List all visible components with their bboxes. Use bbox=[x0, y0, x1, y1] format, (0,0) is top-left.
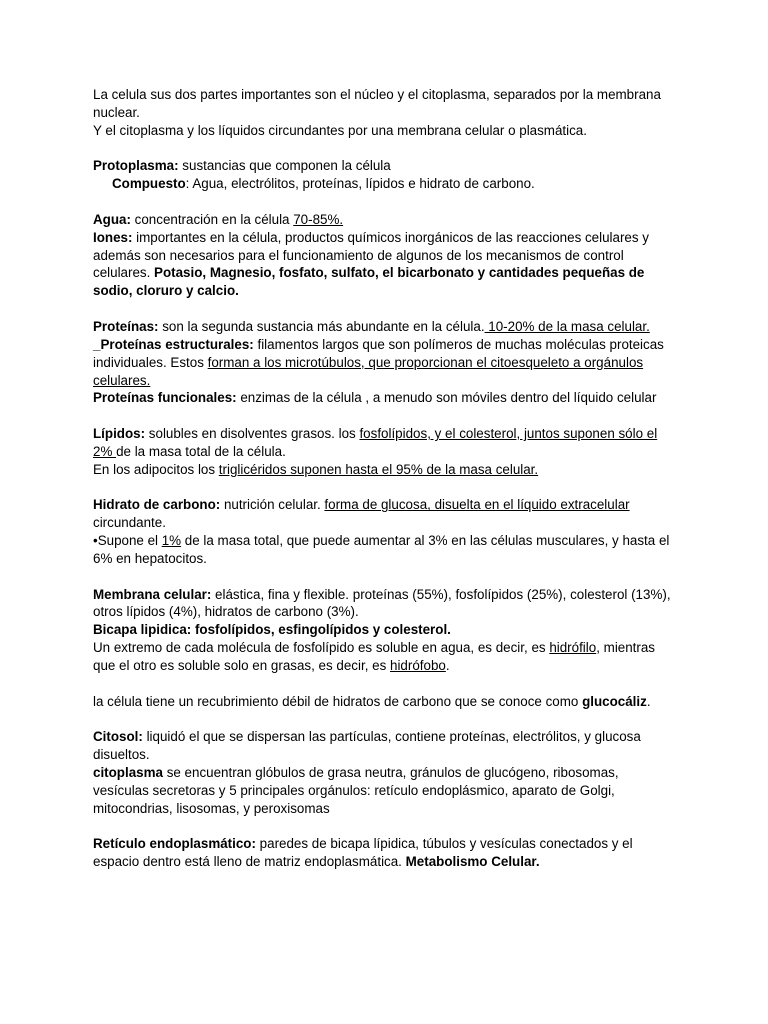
proteinas-paragraph bbox=[93, 318, 678, 336]
hidrato-label: Hidrato de carbono: bbox=[93, 497, 221, 513]
agua-text: concentración en la célula bbox=[130, 211, 294, 227]
reticulo-text: paredes de bicapa lípidica, túbulos y vesículas conectados y el espacio dentro está lleno de matriz endoplasmática. bbox=[93, 836, 633, 870]
spacer bbox=[93, 193, 678, 211]
supone-percentage: 1% bbox=[161, 533, 182, 549]
glucocaliz-text: la célula tiene un recubrimiento débil de hidratos de carbono que se conoce como bbox=[93, 693, 583, 709]
proteinas-text: son la segunda sustancia más abundante en la célula. bbox=[158, 318, 485, 334]
supone-paragraph bbox=[93, 532, 678, 568]
glucocaliz-term: glucocáliz bbox=[582, 693, 647, 709]
estructurales-underline: forman a los microtúbulos, que proporcionan el citoesqueleto a orgánulos celulares. bbox=[93, 354, 644, 388]
extremo-text-2: , mientras que el otro es soluble solo en grasas, es decir, es bbox=[93, 640, 656, 673]
extremo-end: . bbox=[445, 658, 450, 673]
proteinas-percentage: 10-20% de la masa celular. bbox=[484, 318, 650, 334]
extremo-text: Un extremo de cada molécula de fosfolípido es soluble en agua, es decir, es bbox=[93, 640, 550, 656]
extremo-paragraph bbox=[93, 639, 678, 675]
membrana-paragraph bbox=[93, 586, 678, 622]
adipocitos-text: En los adipocitos los bbox=[93, 461, 219, 477]
protoplasma-label: Protoplasma: bbox=[93, 158, 179, 174]
spacer bbox=[93, 300, 678, 318]
intro-line-2: Y el citoplasma y los líquidos circundantes por una membrana celular o plasmática. bbox=[93, 122, 587, 138]
citosol-label: Citosol: bbox=[93, 729, 143, 745]
iones-label: Iones: bbox=[93, 229, 133, 245]
hidrato-text: nutrición celular. bbox=[220, 497, 325, 513]
estructurales-text: filamentos largos que son polímeros de muchas moléculas proteicas individuales. Estos bbox=[93, 336, 664, 370]
adipocitos-paragraph bbox=[93, 461, 678, 479]
reticulo-label: Retículo endoplasmático: bbox=[93, 836, 256, 852]
protoplasma-text: sustancias que componen la célula bbox=[178, 158, 391, 174]
lipidos-underline: fosfolípidos, y el colesterol, juntos suponen sólo el 2% bbox=[93, 426, 658, 459]
reticulo-paragraph bbox=[93, 835, 678, 871]
compuesto-text: : Agua, electrólitos, proteínas, lípidos e hidrato de carbono. bbox=[185, 176, 535, 192]
compuesto-label: Compuesto bbox=[112, 176, 186, 192]
spacer bbox=[93, 818, 678, 836]
spacer bbox=[93, 479, 678, 497]
iones-text: importantes en la célula, productos químicos inorgánicos de las reacciones celulares y además son necesarios para el funcionamiento de algunos de los mecanismos de control celulares. bbox=[93, 229, 649, 281]
adipocitos-underline: triglicéridos suponen hasta el 95% de la masa celular. bbox=[218, 461, 539, 477]
hidrofobo-term: hidrófobo bbox=[390, 658, 446, 673]
iones-paragraph bbox=[93, 229, 678, 300]
agua-label: Agua: bbox=[93, 211, 131, 227]
spacer bbox=[93, 568, 678, 586]
glucocaliz-end: . bbox=[646, 693, 651, 709]
membrana-text: elástica, fina y flexible. proteínas (55%), fosfolípidos (25%), colesterol (13%), otros lípidos (4%), hidratos de carbono (3%). bbox=[93, 586, 671, 620]
bicapa-label: Bicapa lipidica: fosfolípidos, esfingolípidos y colesterol. bbox=[93, 622, 451, 638]
spacer bbox=[93, 711, 678, 729]
iones-list: Potasio, Magnesio, fosfato, sulfato, el bicarbonato y cantidades pequeñas de sodio, cloruro y calcio. bbox=[93, 265, 645, 299]
glucocaliz-paragraph bbox=[93, 693, 678, 711]
agua-percentage: 70-85%. bbox=[293, 211, 344, 227]
proteinas-estructurales-paragraph bbox=[93, 336, 678, 390]
funcionales-text: enzimas de la célula , a menudo son móviles dentro del líquido celular bbox=[236, 390, 657, 406]
lipidos-text-2: de la masa total de la célula. bbox=[116, 443, 286, 459]
document-body bbox=[93, 86, 678, 871]
spacer bbox=[93, 675, 678, 693]
citoplasma-text: se encuentran glóbulos de grasa neutra, gránulos de glucógeno, ribosomas, vesículas secretoras y 5 principales orgánulos: retículo endoplásmico, aparato de Golgi, mitocondrias, lisosomas, y peroxisomas bbox=[93, 765, 619, 816]
protoplasma-paragraph bbox=[93, 157, 678, 175]
membrana-label: Membrana celular: bbox=[93, 586, 212, 602]
proteinas-funcionales-paragraph bbox=[93, 389, 678, 407]
hidrato-paragraph bbox=[93, 496, 678, 532]
proteinas-label: Proteínas: bbox=[93, 318, 159, 334]
spacer bbox=[93, 140, 678, 158]
metabolismo-term: Metabolismo Celular. bbox=[405, 854, 540, 870]
supone-text: •Supone el bbox=[93, 533, 162, 549]
spacer bbox=[93, 407, 678, 425]
citoplasma-paragraph bbox=[93, 764, 678, 818]
intro-membrane-paragraph bbox=[93, 122, 678, 140]
bicapa-paragraph bbox=[93, 621, 678, 639]
intro-nucleus-paragraph bbox=[93, 86, 678, 122]
citosol-text: liquidó el que se dispersan las partículas, contiene proteínas, electrólitos, y glucosa disueltos. bbox=[93, 729, 641, 763]
intro-line-1: La celula sus dos partes importantes son el núcleo y el citoplasma, separados por la membrana nuclear. bbox=[93, 87, 661, 120]
lipidos-label: Lípidos: bbox=[93, 426, 146, 442]
supone-text-2: de la masa total, que puede aumentar al 3% en las células musculares, y hasta el 6% en hepatocitos. bbox=[93, 533, 670, 566]
lipidos-paragraph bbox=[93, 425, 678, 461]
lipidos-text: solubles en disolventes grasos. los bbox=[145, 426, 360, 442]
hidrato-underline: forma de glucosa, disuelta en el líquido extracelular bbox=[324, 497, 630, 513]
agua-paragraph bbox=[93, 211, 678, 229]
citosol-paragraph bbox=[93, 728, 678, 764]
funcionales-label: Proteínas funcionales: bbox=[93, 390, 237, 406]
compuesto-paragraph bbox=[93, 175, 678, 193]
citoplasma-label: citoplasma bbox=[93, 765, 163, 781]
estructurales-label: _Proteínas estructurales: bbox=[93, 336, 254, 352]
hidrato-text-2: circundante. bbox=[93, 515, 166, 531]
hidrofilo-term: hidrófilo bbox=[549, 640, 597, 656]
